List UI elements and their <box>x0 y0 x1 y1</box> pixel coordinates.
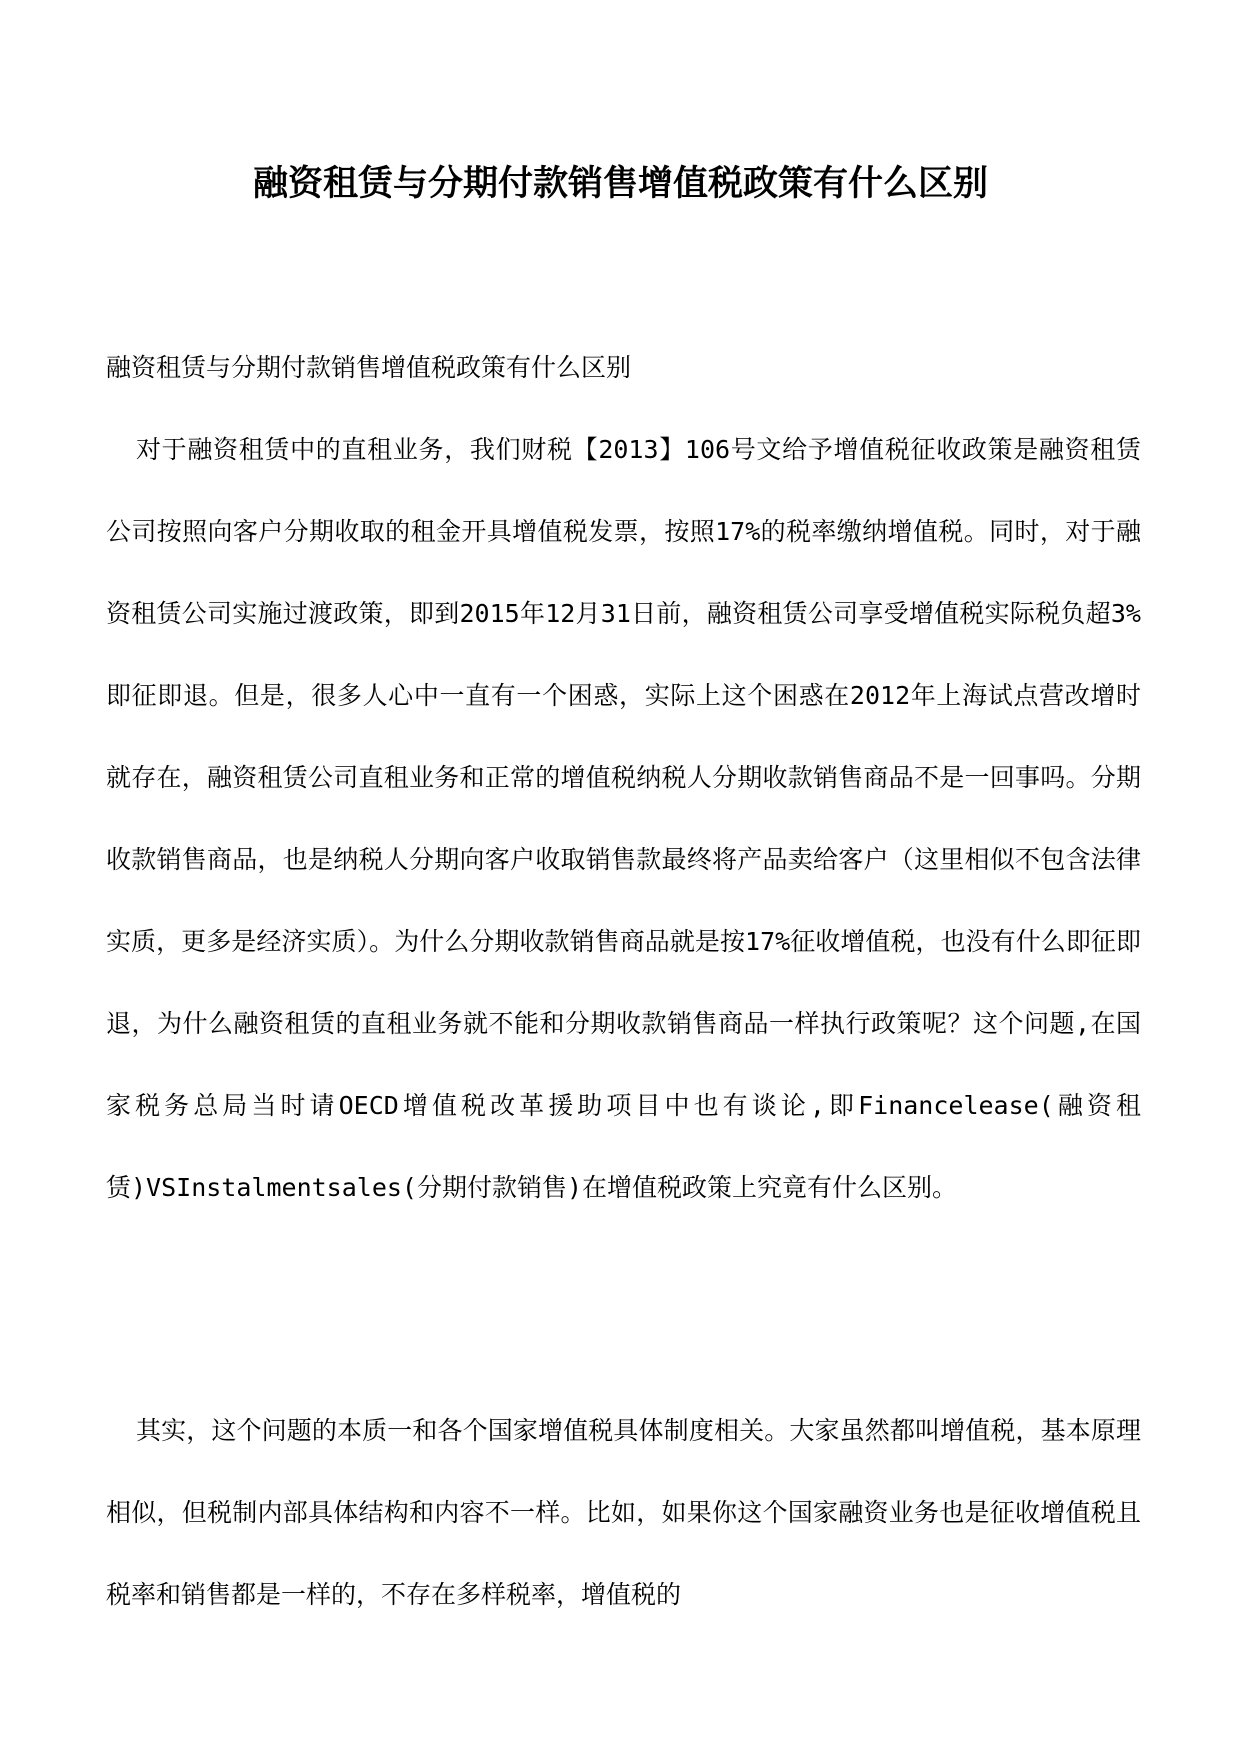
paragraph-1: 对于融资租赁中的直租业务，我们财税【2013】106号文给予增值税征收政策是融资租赁公司按照向客户分期收取的租金开具增值税发票，按照17%的税率缴纳增值税。同时，对于融资租赁公司实施过渡政策，即到2015年12月31日前，融资租赁公司享受增值税实际税负超3%即征即退。但是，很多人心中一直有一个困惑，实际上这个困惑在2012年上海试点营改增时就存在，融资租赁公司直租业务和正常的增值税纳税人分期收款销售商品不是一回事吗。分期收款销售商品，也是纳税人分期向客户收取销售款最终将产品卖给客户（这里相似不包含法律实质，更多是经济实质）。为什么分期收款销售商品就是按17%征收增值税，也没有什么即征即退，为什么融资租赁的直租业务就不能和分期收款销售商品一样执行政策呢？这个问题,在国家税务总局当时请OECD增值税改革援助项目中也有谈论,即Financelease(融资租赁)VSInstalmentsales(分期付款销售)在增值税政策上究竟有什么区别。 <box>106 435 1141 1202</box>
document-title: 融资租赁与分期付款销售增值税政策有什么区别 <box>252 163 988 204</box>
paragraph-2: 其实，这个问题的本质一和各个国家增值税具体制度相关。大家虽然都叫增值税，基本原理相似，但税制内部具体结构和内容不一样。比如，如果你这个国家融资业务也是征收增值税且税率和销售都是一样的，不存在多样税率，增值税的 <box>106 1416 1141 1609</box>
document-subtitle: 融资租赁与分期付款销售增值税政策有什么区别 <box>106 353 632 382</box>
